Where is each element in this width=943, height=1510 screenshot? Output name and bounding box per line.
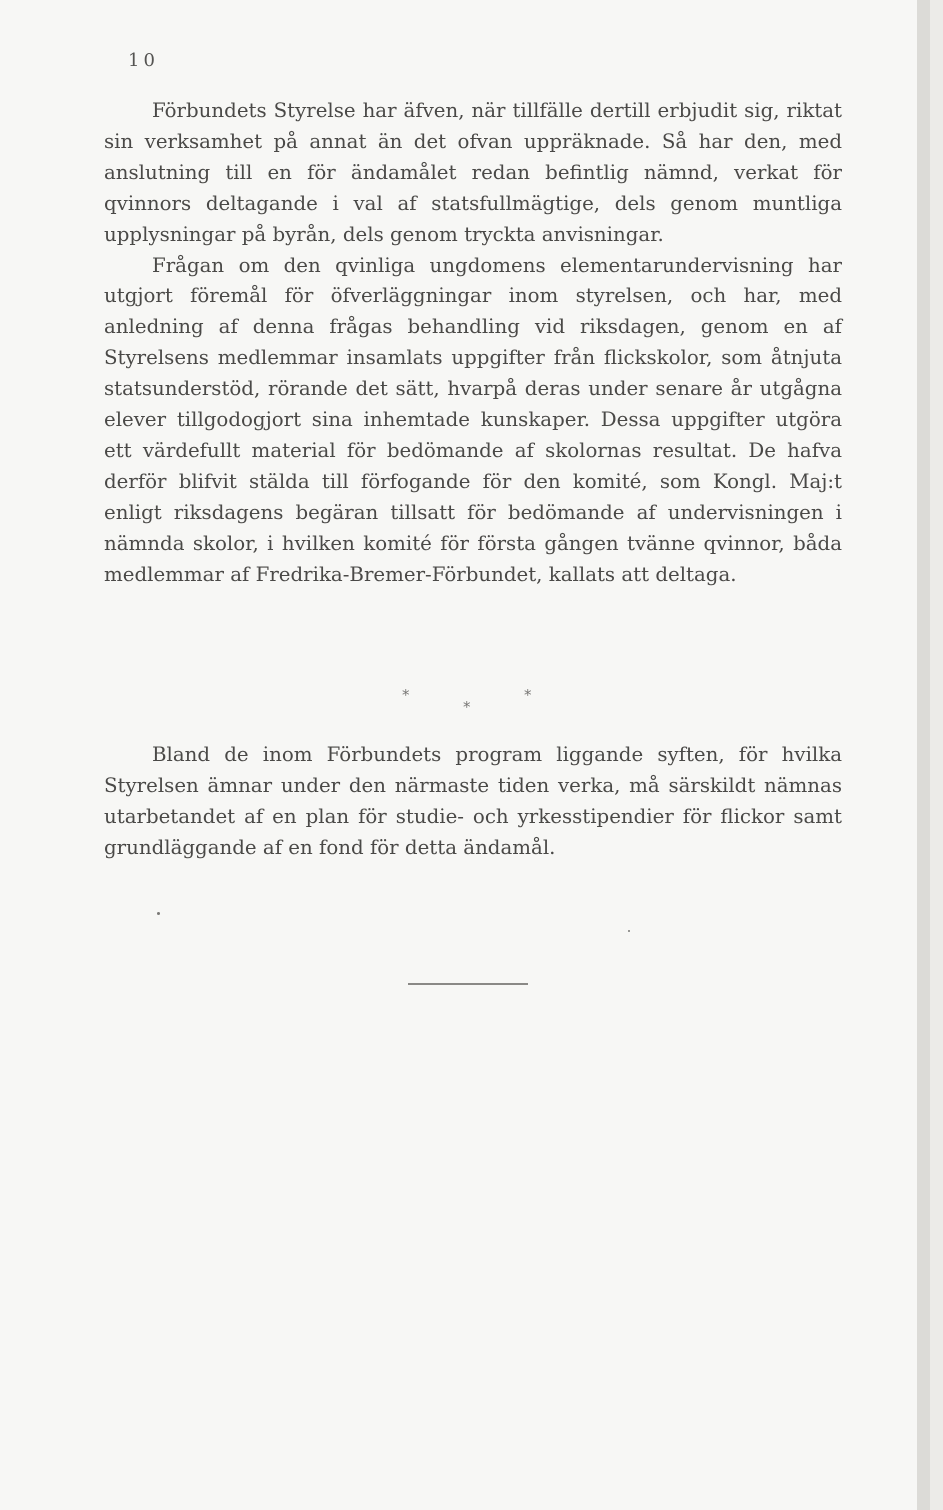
text-block-top [104,96,842,591]
separator-star: * [463,698,471,716]
text-block-bottom [104,740,842,864]
separator-star: * [524,686,532,704]
separator-star: * [402,686,410,704]
page-number: 10 [128,50,159,71]
paragraph-2: Frågan om den qvinliga ungdomens elementarundervisning har utgjort föremål för öfverläggningar inom styrelsen, och har, med anledning af denna frågas behandling vid riksdagen, genom en af Styrelsens medlemmar insamlats uppgifter från flickskolor, som åtnjuta statsunderstöd, rörande det sätt, hvarpå deras under senare år utgågna elever tillgodogjort sina inhemtade kunskaper. Dessa uppgifter utgöra ett värdefullt material för bedömande af skolornas resultat. De hafva derför blifvit stälda till förfogande för den komité, som Kongl. Maj:t enligt riksdagens begäran tillsatt för bedömande af undervisningen i nämnda skolor, i hvilken komité för första gången tvänne qvinnor, båda medlemmar af Fredrika-Bremer-Förbundet, kallats att deltaga. [104,253,842,586]
paragraph-3: Bland de inom Förbundets program liggande syften, för hvilka Styrelsen ämnar under den närmaste tiden verka, må särskildt nämnas utarbetandet af en plan för studie- och yrkesstipendier för flickor samt grundläggande af en fond för detta ändamål. [104,743,842,859]
print-speck [157,912,160,915]
end-rule [408,983,528,985]
print-speck [628,930,630,932]
paragraph-1: Förbundets Styrelse har äfven, när tillfälle dertill erbjudit sig, riktat sin verksamhet på annat än det ofvan uppräknade. Så har den, med anslutning till en för ändamålet redan befintlig nämnd, verkat för qvinnors deltagande i val af statsfullmägtige, dels genom muntliga upplysningar på byrån, dels genom tryckta anvisningar. [104,99,842,246]
page-edge [917,0,930,1510]
